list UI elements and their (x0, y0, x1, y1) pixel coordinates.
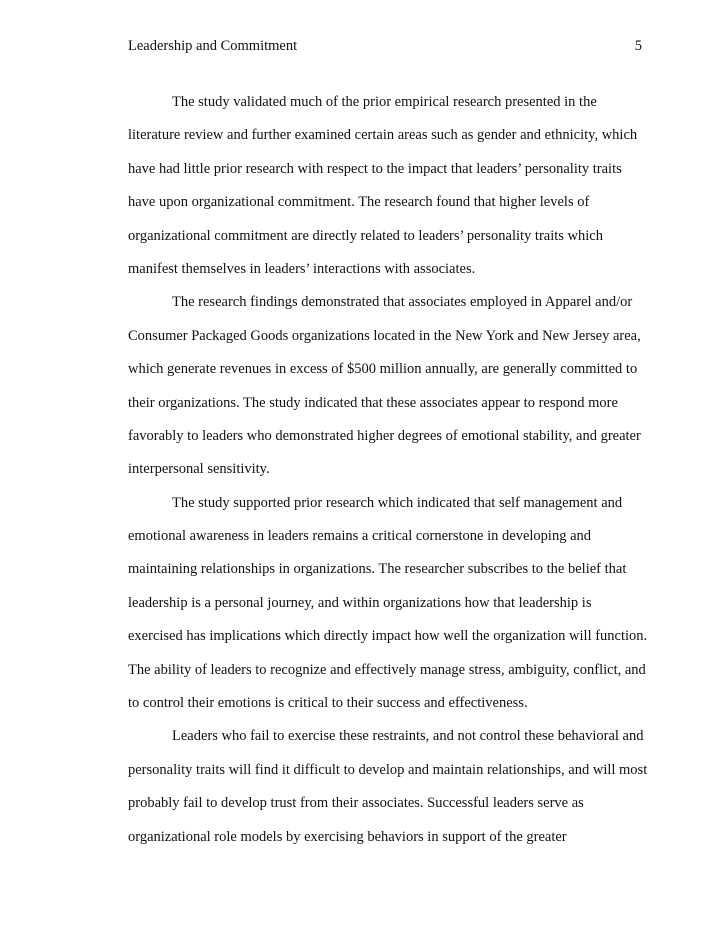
text-line: favorably to leaders who demonstrated higher degrees of emotional stability, and greater (128, 427, 641, 444)
text-line: organizational role models by exercising behaviors in support of the greater (128, 828, 567, 845)
text-line: which generate revenues in excess of $500 million annually, are generally committed to (128, 361, 638, 378)
page-number: 5 (634, 38, 642, 54)
text-line: interpersonal sensitivity. (128, 461, 270, 478)
body-text (128, 92, 658, 860)
text-line: manifest themselves in leaders’ interactions with associates. (128, 260, 476, 277)
text-line: The study validated much of the prior empirical research presented in the (172, 94, 597, 110)
text-line: exercised has implications which directly impact how well the organization will function. (128, 628, 648, 645)
text-line: personality traits will find it difficult to develop and maintain relationships, and will most (128, 761, 648, 778)
text-line: probably fail to develop trust from their associates. Successful leaders serve as (128, 795, 584, 812)
text-line: The study supported prior research which indicated that self management and (172, 494, 623, 511)
text-line: maintaining relationships in organizations. The researcher subscribes to the belief that (128, 561, 627, 578)
text-line: The ability of leaders to recognize and effectively manage stress, ambiguity, conflict, and (128, 661, 646, 678)
text-line: their organizations. The study indicated that these associates appear to respond more (128, 394, 618, 411)
running-head-title: Leadership and Commitment (128, 38, 298, 54)
text-line: literature review and further examined certain areas such as gender and ethnicity, which (128, 127, 638, 144)
text-line: Consumer Packaged Goods organizations located in the New York and New Jersey area, (128, 327, 641, 344)
text-line: to control their emotions is critical to their success and effectiveness. (128, 695, 528, 712)
text-line: organizational commitment are directly related to leaders’ personality traits which (128, 227, 603, 244)
text-line: have upon organizational commitment. The research found that higher levels of (128, 194, 590, 211)
text-line: emotional awareness in leaders remains a critical cornerstone in developing and (128, 528, 592, 545)
text-line: have had little prior research with respect to the impact that leaders’ personality traits (128, 160, 622, 177)
text-line: Leaders who fail to exercise these restraints, and not control these behavioral and (172, 728, 644, 745)
text-line: The research findings demonstrated that associates employed in Apparel and/or (172, 294, 633, 311)
running-head (128, 36, 642, 56)
text-line: leadership is a personal journey, and within organizations how that leadership is (128, 594, 592, 611)
